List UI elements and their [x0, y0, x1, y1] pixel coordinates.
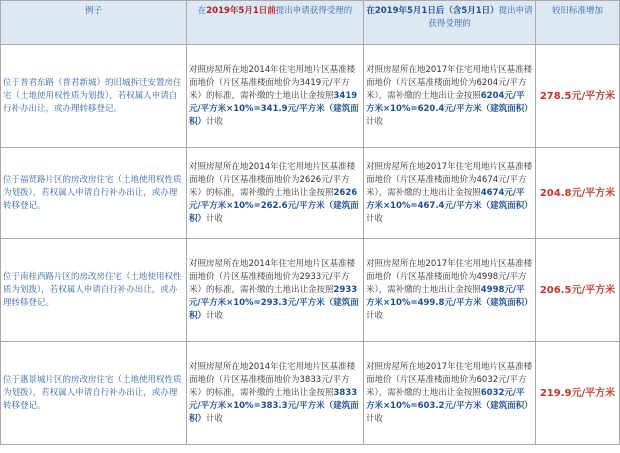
increase-cell: 219.9元/平方米: [536, 342, 620, 445]
header-after-date: 在2019年5月1日后（含5月1日）: [366, 6, 499, 16]
after-formula: 4674元/平方米×10%=467.4元/平方米（建筑面积）: [366, 187, 533, 211]
increase-cell: 206.5元/平方米: [536, 239, 620, 342]
after-cell: 对照房屋所在地2017年住宅用地片区基准楼面地价（片区基准楼面地价为4674元/平方米），需补缴的土地出让金按照4674元/平方米×10%=467.4元/平方米（建筑面积）计收: [364, 148, 536, 239]
after-cell: 对照房屋所在地2017年住宅用地片区基准楼面地价（片区基准楼面地价为4998元/平方米），需补缴的土地出让金按照4998元/平方米×10%=499.8元/平方米（建筑面积）计收: [364, 239, 536, 342]
before-cell: 对照房屋所在地2014年住宅用地片区基准楼面地价（片区基准楼面地价为3419元/平方米）的标准，需补缴的土地出让金按照3419元/平方米×10%=341.9元/平方米（建筑面积）计收: [187, 45, 364, 148]
after-formula: 4998元/平方米×10%=499.8元/平方米（建筑面积）: [366, 284, 533, 308]
table-row: [1, 239, 620, 342]
table-row: [1, 148, 620, 239]
example-cell: 位于南桂西路片区的房改房住宅（土地使用权性质为划拨），若权属人申请自行补办出让，或办理转移登记。: [1, 239, 187, 342]
after-formula: 6032元/平方米×10%=603.2元/平方米（建筑面积）: [366, 387, 533, 411]
after-cell: 对照房屋所在地2017年住宅用地片区基准楼面地价（片区基准楼面地价为6032元/平方米），需补缴的土地出让金按照6032元/平方米×10%=603.2元/平方米（建筑面积）计收: [364, 342, 536, 445]
before-cell: 对照房屋所在地2014年住宅用地片区基准楼面地价（片区基准楼面地价为3833元/平方米）的标准，需补缴的土地出让金按照3833元/平方米×10%=383.3元/平方米（建筑面积）计收: [187, 342, 364, 445]
before-formula: 3833元/平方米×10%=383.3元/平方米（建筑面积）: [189, 387, 359, 424]
after-cell: 对照房屋所在地2017年住宅用地片区基准楼面地价（片区基准楼面地价为6204元/平方米），需补缴的土地出让金按照6204元/平方米×10%=620.4元/平方米（建筑面积）计收: [364, 45, 536, 148]
header-after: 在2019年5月1日后（含5月1日）提出申请获得受理的: [364, 1, 536, 45]
before-cell: 对照房屋所在地2014年住宅用地片区基准楼面地价（片区基准楼面地价为2933元/平方米）的标准，需补缴的土地出让金按照2933元/平方米×10%=293.3元/平方米（建筑面积）计收: [187, 239, 364, 342]
increase-cell: 204.8元/平方米: [536, 148, 620, 239]
example-cell: 位于惠景城片区的房改房住宅（土地使用权性质为划拨），若权属人申请自行补办出让，或办理转移登记。: [1, 342, 187, 445]
increase-cell: 278.5元/平方米: [536, 45, 620, 148]
example-cell: 位于福贤路片区的房改房住宅（土地使用权性质为划拨），若权属人申请自行补办出让，或办理转移登记。: [1, 148, 187, 239]
header-before: 在2019年5月1日前提出申请获得受理的: [187, 1, 364, 45]
header-before-date: 2019年5月1日前: [206, 6, 276, 16]
before-cell: 对照房屋所在地2014年住宅用地片区基准楼面地价（片区基准楼面地价为2626元/平方米）的标准，需补缴的土地出让金按照2626元/平方米×10%=262.6元/平方米（建筑面积）计收: [187, 148, 364, 239]
before-formula: 3419元/平方米×10%=341.9元/平方米（建筑面积）: [189, 90, 359, 127]
header-increase: 较旧标准增加: [536, 1, 620, 45]
before-formula: 2626元/平方米×10%=262.6元/平方米（建筑面积）: [189, 187, 359, 224]
table-row: [1, 342, 620, 445]
table-row: [1, 45, 620, 148]
before-formula: 2933元/平方米×10%=293.3元/平方米（建筑面积）: [189, 284, 359, 321]
after-formula: 6204元/平方米×10%=620.4元/平方米（建筑面积）: [366, 90, 533, 114]
example-cell: 位于普君东路（普君新城）的旧城拆迁安置房住宅（土地使用权性质为划拨），若权属人申请自行补办出让，或办理转移登记。: [1, 45, 187, 148]
header-example: 例子: [1, 1, 187, 45]
header-row: [1, 1, 620, 45]
